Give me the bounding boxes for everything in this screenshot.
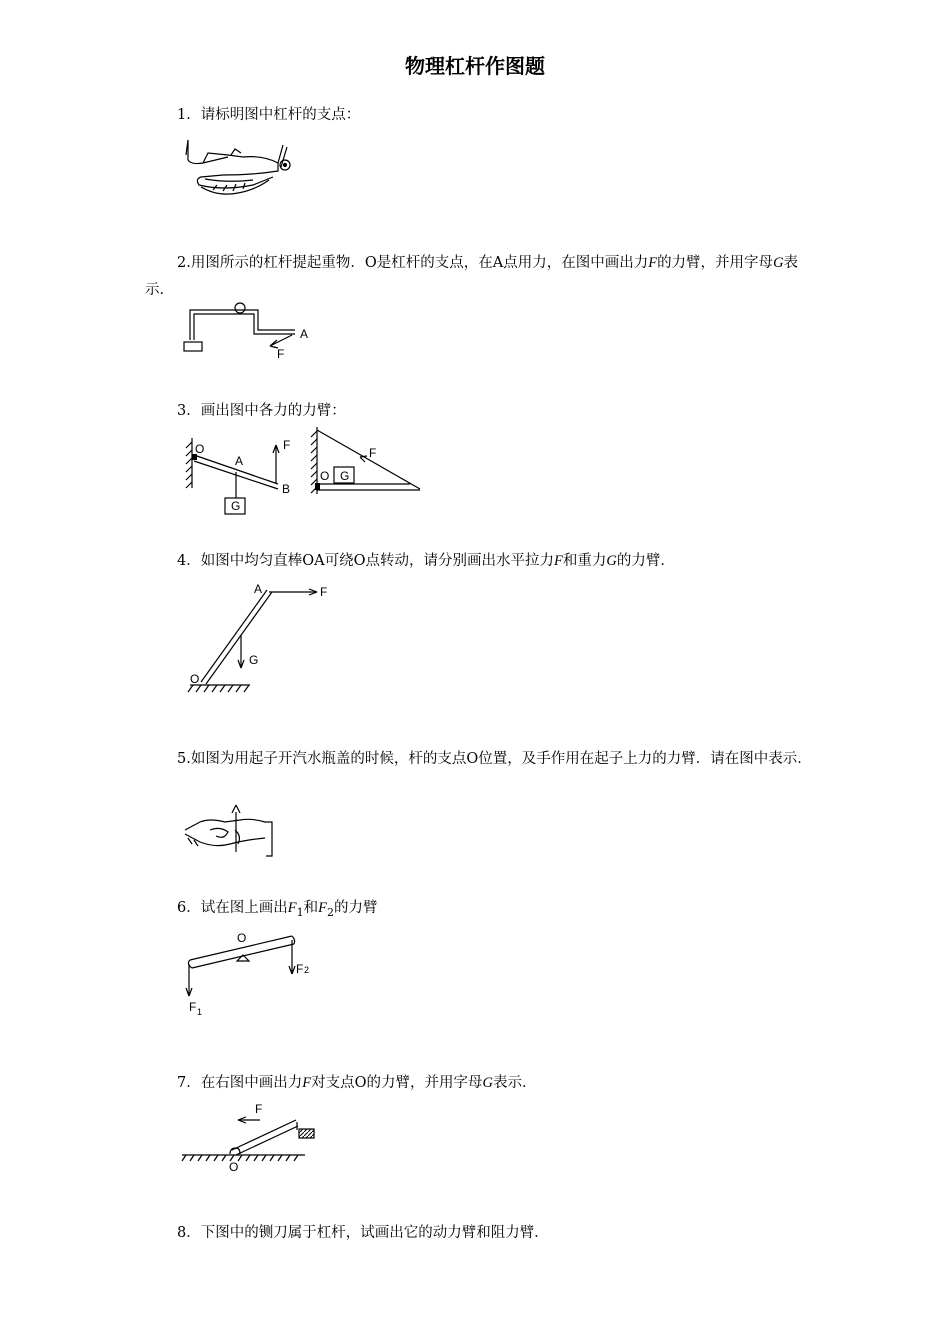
question-7 (145, 1070, 815, 1096)
figure-3b-lever (305, 422, 430, 497)
question-4-f: F (553, 553, 563, 569)
question-6-text-b: 的力臂 (333, 900, 378, 916)
figure-2-label-a: A (300, 327, 309, 341)
figure-6-seesaw (180, 928, 330, 1023)
figure-6-label-o: O (237, 931, 247, 945)
question-4 (145, 548, 815, 574)
figure-5-bottle-opener (180, 800, 280, 862)
question-3-text: 3．画出图中各力的力臂： (177, 403, 346, 419)
figure-6-label-f1-sub: 1 (197, 1007, 203, 1017)
question-6-f2-sub: 2 (326, 905, 334, 919)
question-8-text: 8．下图中的铡刀属于杠杆，试画出它的动力臂和阻力臂． (177, 1225, 549, 1241)
figure-4-label-f: F (320, 585, 328, 599)
question-2-f: F (648, 255, 658, 271)
question-6-f1-sub: 1 (296, 905, 304, 919)
figure-3a-label-f: F (283, 438, 291, 452)
figure-6-label-f2: F (296, 962, 304, 976)
figure-3a-label-g: G (231, 499, 241, 513)
question-8 (145, 1220, 815, 1246)
question-6 (145, 895, 815, 926)
figure-3a-label-o: O (195, 442, 205, 456)
question-7-g: G (482, 1075, 493, 1091)
question-6-text-a: 6．试在图上画出 (177, 900, 288, 916)
figure-6-label-f2-sub: 2 (304, 965, 310, 975)
figure-7-label-o: O (229, 1160, 239, 1174)
question-2 (145, 250, 815, 304)
figure-7-label-f: F (255, 1102, 263, 1116)
figure-4-label-a: A (254, 582, 263, 596)
question-6-f1: F (287, 900, 297, 916)
question-6-f2: F (318, 900, 327, 916)
question-2-text-c: 表示． (145, 255, 799, 298)
question-5 (145, 746, 815, 772)
figure-6-label-f1: F (189, 1000, 197, 1014)
question-7-f: F (302, 1075, 312, 1091)
figure-1-foot-pedal (183, 135, 298, 203)
figure-3a-label-b: B (282, 482, 291, 496)
question-2-g: G (773, 255, 784, 271)
question-7-text-b: 对支点O的力臂，并用字母 (311, 1075, 483, 1091)
question-4-text-b: 和重力 (562, 553, 607, 569)
question-4-g: G (606, 553, 617, 569)
figure-3b-label-o: O (320, 469, 330, 483)
question-4-text-c: 的力臂． (616, 553, 675, 569)
question-4-text-a: 4．如图中均匀直棒OA可绕O点转动，请分别画出水平拉力 (177, 553, 554, 569)
question-1-text: 1．请标明图中杠杆的支点： (177, 107, 361, 123)
question-7-text-c: 表示． (492, 1075, 537, 1091)
figure-4-label-o: O (190, 672, 200, 686)
figure-2-lever (180, 300, 325, 365)
question-2-text-b: 的力臂，并用字母 (657, 255, 774, 271)
figure-3b-label-f: F (369, 446, 377, 460)
question-7-text-a: 7．在右图中画出力 (177, 1075, 303, 1091)
figure-3a-lever (180, 428, 300, 523)
question-2-text-a: 2.用图所示的杠杆提起重物．O是杠杆的支点，在A点用力，在图中画出力 (177, 255, 649, 271)
figure-7-lever (180, 1100, 330, 1175)
question-3 (145, 398, 815, 424)
figure-4-rod (185, 580, 335, 695)
figure-4-label-g: G (249, 653, 259, 667)
question-1 (145, 102, 815, 128)
figure-3a-label-a: A (235, 454, 244, 468)
figure-2-label-f: F (277, 347, 285, 361)
page-title: 物理杠杆作图题 (405, 54, 545, 78)
question-6-and: 和 (303, 900, 319, 916)
question-5-text: 5.如图为用起子开汽水瓶盖的时候，杆的支点O位置，及手作用在起子上力的力臂．请在图中表示． (177, 751, 812, 767)
figure-3b-label-g: G (340, 469, 350, 483)
